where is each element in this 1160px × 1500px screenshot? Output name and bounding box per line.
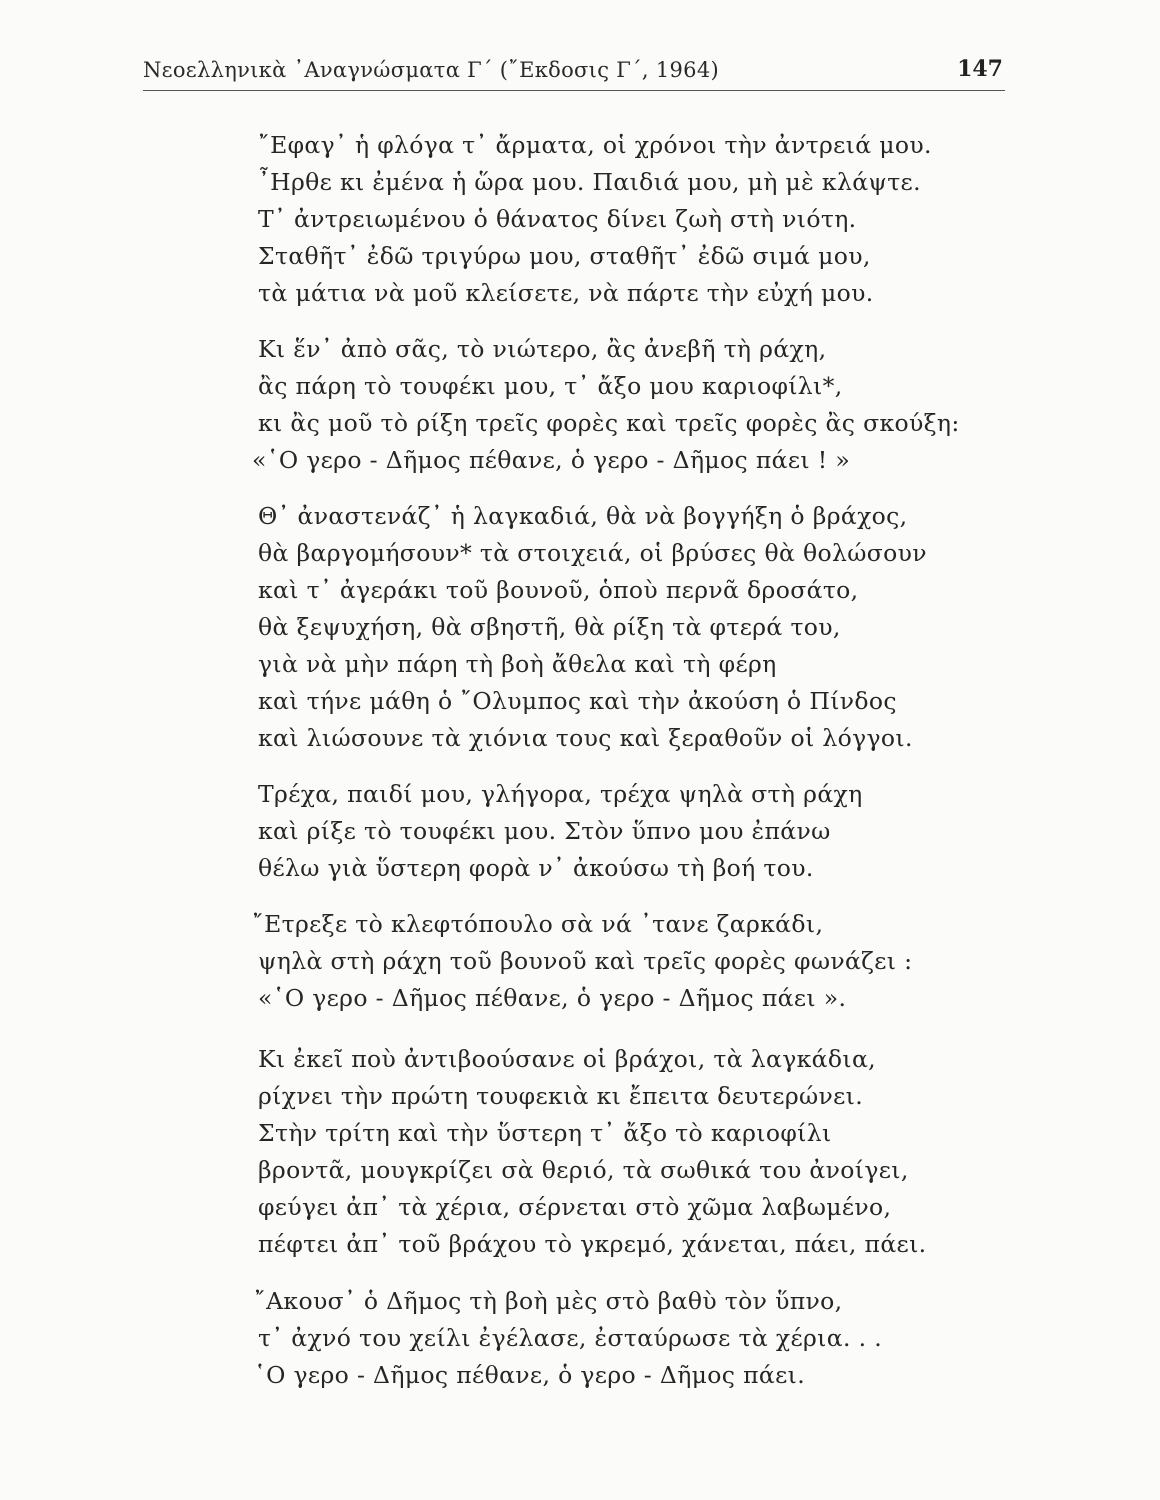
verse-line: θέλω γιὰ ὕστερη φορὰ ν᾿ ἀκούσω τὴ βοή του. xyxy=(258,854,814,882)
verse-line: «῾Ο γερο - Δῆμος πέθανε, ὁ γερο - Δῆμος πάει ! » xyxy=(252,446,851,474)
verse-line: ῎Εφαγ᾿ ἡ φλόγα τ᾿ ἄρματα, οἱ χρόνοι τὴν ἀντρειά μου. xyxy=(258,131,932,159)
header-title: Νεοελληνικὰ ᾿Αναγνώσματα Γ΄ (῎Εκδοσις Γ΄, 1964) xyxy=(143,58,719,82)
verse-line: ἂς πάρη τὸ τουφέκι μου, τ᾿ ἄξο μου καριοφίλι*, xyxy=(258,372,843,400)
stanza xyxy=(0,1041,1160,1263)
verse-line: ρίχνει τὴν πρώτη τουφεκιὰ κι ἔπειτα δευτερώνει. xyxy=(258,1082,864,1110)
verse-line: Στὴν τρίτη καὶ τὴν ὕστερη τ᾿ ἄξο τὸ καριοφίλι xyxy=(258,1119,832,1147)
stanza xyxy=(0,127,1160,312)
stanza xyxy=(0,331,1160,479)
stanza xyxy=(0,498,1160,757)
verse-line: φεύγει ἀπ᾿ τὰ χέρια, σέρνεται στὸ χῶμα λαβωμένο, xyxy=(258,1193,892,1221)
verse-line: «῾Ο γερο - Δῆμος πέθανε, ὁ γερο - Δῆμος πάει ». xyxy=(258,984,847,1012)
verse-line: ῎Ετρεξε τὸ κλεφτόπουλο σὰ νά ᾿τανε ζαρκάδι, xyxy=(252,910,824,938)
verse-line: Θ᾿ ἀναστενάζ᾿ ἡ λαγκαδιά, θὰ νὰ βογγήξη ὁ βράχος, xyxy=(258,502,908,530)
verse-line: ῾Ο γερο - Δῆμος πέθανε, ὁ γερο - Δῆμος πάει. xyxy=(254,1361,806,1389)
running-header xyxy=(143,56,1005,91)
stanza xyxy=(0,1283,1160,1394)
verse-line: Κι ἕν᾿ ἀπὸ σᾶς, τὸ νιώτερο, ἂς ἀνεβῆ τὴ ράχη, xyxy=(258,335,827,363)
verse-line: καὶ ρίξε τὸ τουφέκι μου. Στὸν ὕπνο μου ἐπάνω xyxy=(258,817,831,845)
verse-line: τ᾿ ἀχνό του χείλι ἐγέλασε, ἐσταύρωσε τὰ χέρια. . . xyxy=(258,1324,883,1352)
verse-line: θὰ ξεψυχήση, θὰ σβηστῆ, θὰ ρίξη τὰ φτερά του, xyxy=(258,613,841,641)
verse-line: Τ᾿ ἀντρειωμένου ὁ θάνατος δίνει ζωὴ στὴ νιότη. xyxy=(258,205,857,233)
verse-line: ψηλὰ στὴ ράχη τοῦ βουνοῦ καὶ τρεῖς φορὲς φωνάζει : xyxy=(258,947,913,975)
verse-line: καὶ λιώσουνε τὰ χιόνια τους καὶ ξεραθοῦν οἱ λόγγοι. xyxy=(258,724,913,752)
stanza xyxy=(0,776,1160,887)
stanza xyxy=(0,906,1160,1017)
verse-line: θὰ βαργομήσουν* τὰ στοιχειά, οἱ βρύσες θὰ θολώσουν xyxy=(258,539,927,567)
verse-line: Κι ἐκεῖ ποὺ ἀντιβοούσανε οἱ βράχοι, τὰ λαγκάδια, xyxy=(258,1045,876,1073)
verse-line: καὶ τήνε μάθη ὁ ῎Ολυμπος καὶ τὴν ἀκούση ὁ Πίνδος xyxy=(258,687,897,715)
verse-line: γιὰ νὰ μὴν πάρη τὴ βοὴ ἄθελα καὶ τὴ φέρη xyxy=(258,650,777,678)
page-number: 147 xyxy=(957,56,1003,82)
verse-line: κι ἂς μοῦ τὸ ρίξη τρεῖς φορὲς καὶ τρεῖς φορὲς ἂς σκούξη: xyxy=(258,409,960,437)
verse-line: τὰ μάτια νὰ μοῦ κλείσετε, νὰ πάρτε τὴν εὐχή μου. xyxy=(258,279,874,307)
verse-line: πέφτει ἀπ᾿ τοῦ βράχου τὸ γκρεμό, χάνεται, πάει, πάει. xyxy=(258,1230,927,1258)
verse-line: ῎Ακουσ᾿ ὁ Δῆμος τὴ βοὴ μὲς στὸ βαθὺ τὸν ὕπνο, xyxy=(254,1287,843,1315)
verse-line: ῏Ηρθε κι ἐμένα ἡ ὥρα μου. Παιδιά μου, μὴ μὲ κλάψτε. xyxy=(258,168,921,196)
verse-line: Τρέχα, παιδί μου, γλήγορα, τρέχα ψηλὰ στὴ ράχη xyxy=(258,780,863,808)
verse-line: βροντᾶ, μουγκρίζει σὰ θεριό, τὰ σωθικά του ἀνοίγει, xyxy=(258,1156,909,1184)
verse-line: καὶ τ᾿ ἀγεράκι τοῦ βουνοῦ, ὁποὺ περνᾶ δροσάτο, xyxy=(258,576,859,604)
verse-line: Σταθῆτ᾿ ἐδῶ τριγύρω μου, σταθῆτ᾿ ἐδῶ σιμά μου, xyxy=(258,242,871,270)
